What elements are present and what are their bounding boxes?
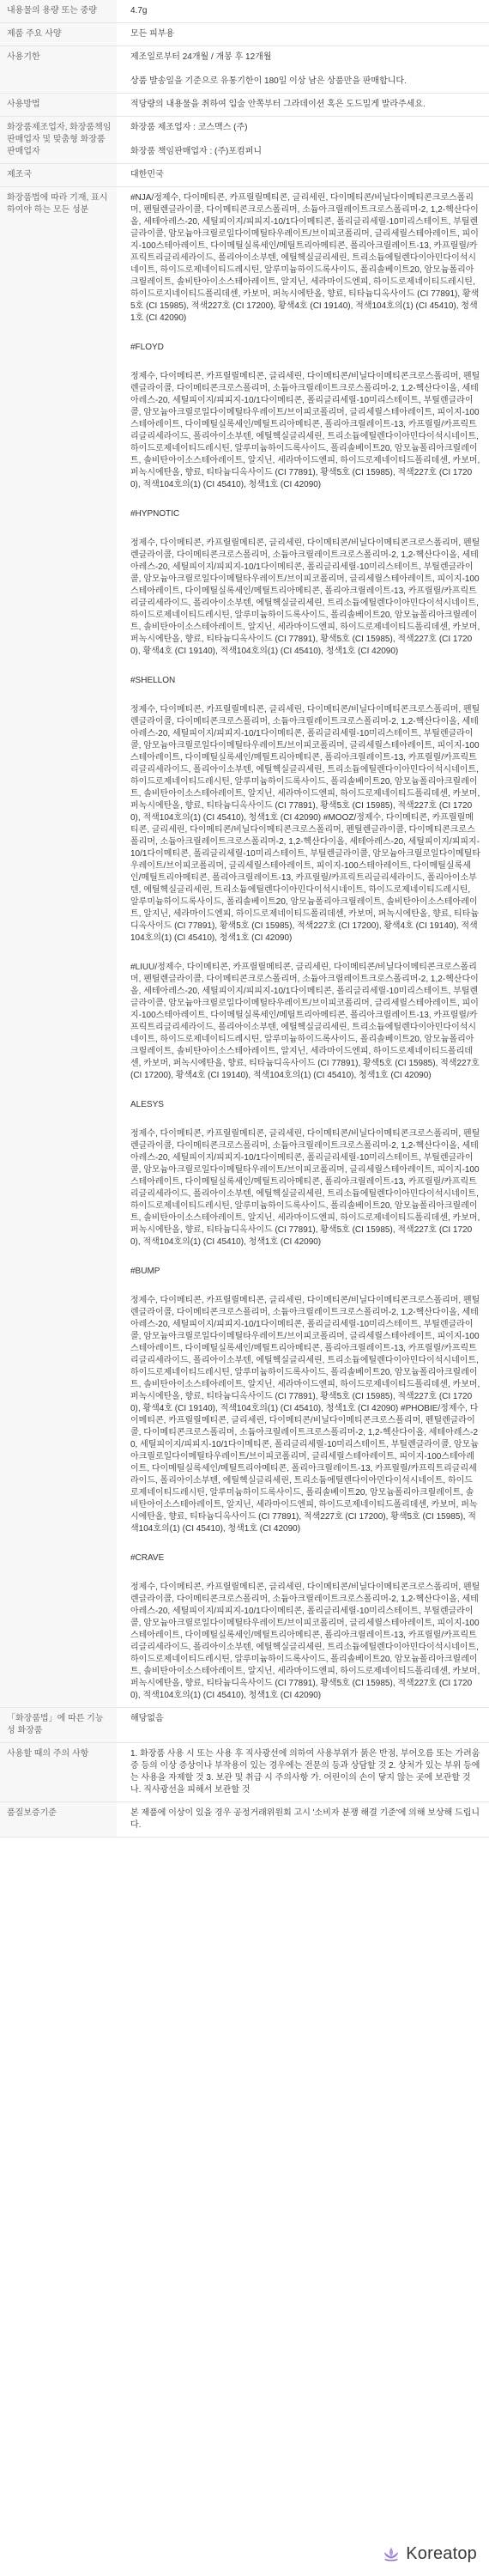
spacer <box>130 1249 480 1266</box>
row-label: 화장품법에 따라 기재, 표시하여야 하는 모든 성분 <box>0 187 117 1708</box>
spacer <box>130 1111 480 1128</box>
row-value: 대한민국 <box>117 164 489 187</box>
row-value: 화장품 제조업자 : 코스맥스 (주) 화장품 책임판매업자 : (주)포컴퍼니 <box>117 117 489 164</box>
spacer <box>130 354 480 371</box>
brand-name: Koreatop <box>406 2544 477 2563</box>
row-label: 내용물의 용량 또는 중량 <box>0 0 117 23</box>
ingredient-list: 정제수, 다이메티콘, 카프릴릴메티콘, 글리세린, 다이메티콘/비닐다이메티콘크로스폴리머, 펜틸렌글라이콜, 다이메티콘크로스폴리머, 소듐아크릴레이트크로스폴리머-2, 1,2-헥산다이올, 세테아레스-20, 세틸피이지/피피지-10/1다이메티콘, 폴리글리세릴-10미리스테이트, 부틸렌글라이콜, 암모늄아크릴로일다이메틸타우레이트/브이피코폴리머, 글리세릴스테아레이트, 피이지-100스테아레이트, 다이메틸실록세인/메틸트리아메티콘, 폴리아크릴레이트-13, 카프릴릴/카프릭트리글리세라이드, 폴리아이소부텐, 에틸헥실글리세린, 트리소듐에틸렌다이아민다이석시네이트, 하이드로제네이티드레시틴, 알루미늄하이드록사이드, 폴리솔베이트20, 암모늄폴리아크릴레이트, 솔비탄아이소스테아레이트, 알지닌, 세라마이드엔피, 하이드로제네이티드폴리데센, 카보머, 퍼녹시에탄올, 향료, 티타늄디옥사이드 (CI 77891), 황색5호 (CI 15985), 적색227호 (CI 17200), 황색4호 (CI 19140), 적색104호의(1) (CI 45410), 청색1호 (CI 42090) #PHOBIE/정제수, 다이메티콘, 카프릴릴메티콘, 글리세린, 다이메티콘/비닐다이메티콘크로스폴리머, 펜틸렌글라이콜, 다이메티콘크로스폴리머, 소듐아크릴레이트크로스폴리머-2, 1,2-헥산다이올, 세테아레스-20, 세틸피이지/피피지-10/1다이메티콘, 폴리글리세릴-10미리스테이트, 부틸렌글라이콜, 암모늄아크릴로일다이메틸타우레이트/브이피코폴리머, 글리세릴스테아레이트, 피이지-100스테아레이트, 다이메틸실록세인/메틸트리아메티콘, 폴리아크릴레이트-13, 카프릴릴/카프릭트리글리세라이드, 폴리아이소부텐, 에틸헥실글리세린, 트리소듐에틸렌다이아민다이석시네이트, 하이드로제네이티드레시틴, 알루미늄하이드록사이드, 폴리솔베이트20, 암모늄폴리아크릴레이트, 솔비탄아이소스테아레이트, 알지닌, 세라마이드엔피, 하이드로제네이티드폴리데센, 카보머, 퍼녹시에탄올, 향료, 티타늄디옥사이드 (CI 77891), 적색227호 (CI 17200), 황색5호 (CI 15985), 적색104호의(1) (CI 45410), 청색1호 (CI 42090) <box>130 1296 480 1534</box>
ingredient-list: 정제수, 다이메티콘, 카프릴릴메티콘, 글리세린, 다이메티콘/비닐다이메티콘크로스폴리머, 펜틸렌글라이콜, 다이메티콘크로스폴리머, 소듐아크릴레이트크로스폴리머-2, 1,2-헥산다이올, 세테아레스-20, 세틸피이지/피피지-10/1다이메티콘, 폴리글리세릴-10미리스테이트, 부틸렌글라이콜, 암모늄아크릴로일다이메틸타우레이트/브이피코폴리머, 글리세릴스테아레이트, 피이지-100스테아레이트, 다이메틸실록세인/메틸트리아메티콘, 폴리아크릴레이트-13, 카프릴릴/카프릭트리글리세라이드, 폴리아이소부텐, 에틸헥실글리세린, 트리소듐에틸렌다이아민다이석시네이트, 하이드로제네이티드레시틴, 알루미늄하이드록사이드, 폴리솔베이트20, 암모늄폴리아크릴레이트, 솔비탄아이소스테아레이트, 알지닌, 세라마이드엔피, 하이드로제네이티드폴리데센, 카보머, 퍼녹시에탄올, 향료, 티타늄디옥사이드 (CI 77891), 황색5호 (CI 15985), 적색227호 (CI 17200), 적색104호의(1) (CI 45410), 청색1호 (CI 42090) <box>130 372 480 489</box>
info-row <box>0 94 489 117</box>
info-row <box>0 1743 489 1802</box>
row-value: 적당량의 내용물을 취하여 입술 안쪽부터 그라데이션 혹은 도드밀게 발라주세요. <box>117 94 489 117</box>
shade-tag: #SHELLON <box>130 676 176 685</box>
ingredient-list: #LIUU/정제수, 다이메티콘, 카프릴릴메티콘, 글리세린, 다이메티콘/비닐다이메티콘크로스폴리머, 펜틸렌글라이콜, 다이메티콘크로스폴리머, 소듐아크릴레이트크로스폴리머-2, 1,2-헥산다이올, 세테아레스-20, 세틸피이지/피피지-10/1다이메티콘, 폴리글리세릴-10미리스테이트, 부틸렌글라이콜, 암모늄아크릴로일다이메틸타우레이트/브이피코폴리머, 글리세릴스테아레이트, 피이지-100스테아레이트, 다이메틸실록세인/메틸트리아메티콘, 폴리아크릴레이트-13, 카프릴릴/카프릭트리글리세라이드, 폴리아이소부텐, 에틸헥실글리세린, 트리소듐에틸렌다이아민다이석시네이트, 하이드로제네이티드레시틴, 알루미늄하이드록사이드, 폴리솔베이트20, 암모늄폴리아크릴레이트, 솔비탄아이소스테아레이트, 알지닌, 세라마이드엔피, 하이드로제네이티드폴리데센, 카보머, 퍼녹시에탄올, 향료, 티타늄디옥사이드 (CI 77891), 황색5호 (CI 15985), 적색227호 (CI 17200), 황색4호 (CI 19140), 적색104호의(1) (CI 45410), 청색1호 (CI 42090) <box>130 963 480 1080</box>
spacer <box>130 1278 480 1295</box>
row-value: 1. 화장품 사용 시 또는 사용 후 직사광선에 의하여 사용부위가 붉은 반점, 부어오름 또는 가려움증 등의 이상 증상이나 부작용이 있는 경우에는 전문의 등과 상담할 것 2. 상처가 있는 부위 등에는 사용을 자제할 것 3. 보관 및 취급 시 주의사항 가. 어린이의 손이 닿지 않는 곳에 보관할 것 나. 직사광선을 피해서 보관할 것 <box>117 1743 489 1802</box>
row-label: 「화장품법」에 따른 기능성 화장품 <box>0 1708 117 1743</box>
row-label: 제조국 <box>0 164 117 187</box>
row-label: 화장품제조업자, 화장품책임판매업자 및 맞춤형 화장품판매업자 <box>0 117 117 164</box>
info-row <box>0 164 489 187</box>
shade-tag: #HYPNOTIC <box>130 509 180 519</box>
ingredient-list: 정제수, 다이메티콘, 카프릴릴메티콘, 글리세린, 다이메티콘/비닐다이메티콘크로스폴리머, 펜틸렌글라이콜, 다이메티콘크로스폴리머, 소듐아크릴레이트크로스폴리머-2, 1,2-헥산다이올, 세테아레스-20, 세틸피이지/피피지-10/1다이메티콘, 폴리글리세릴-10미리스테이트, 부틸렌글라이콜, 암모늄아크릴로일다이메틸타우레이트/브이피코폴리머, 글리세릴스테아레이트, 피이지-100스테아레이트, 다이메틸실록세인/메틸트리아메티콘, 폴리아크릴레이트-13, 카프릴릴/카프릭트리글리세라이드, 폴리아이소부텐, 에틸헥실글리세린, 트리소듐에틸렌다이아민다이석시네이트, 하이드로제네이티드레시틴, 알루미늄하이드록사이드, 폴리솔베이트20, 암모늄폴리아크릴레이트, 솔비탄아이소스테아레이트, 알지닌, 세라마이드엔피, 하이드로제네이티드폴리데센, 카보머, 퍼녹시에탄올, 향료, 티타늄디옥사이드 (CI 77891), 황색5호 (CI 15985), 적색227호 (CI 17200), 적색104호의(1) (CI 45410), 청색1호 (CI 42090) <box>130 1129 480 1247</box>
info-row <box>0 117 489 164</box>
shade-tag: ALESYS <box>130 1100 164 1109</box>
spacer <box>130 491 480 508</box>
row-value: 제조일로부터 24개월 / 개봉 후 12개월 상품 발송일을 기준으로 유통기한이 180일 이상 남은 상품만을 판매합니다. <box>117 46 489 94</box>
ingredients-row <box>0 187 489 1708</box>
spacer <box>130 945 480 962</box>
shade-tag: #BUMP <box>130 1267 160 1276</box>
row-value: 본 제품에 이상이 있을 경우 공정거래위원회 고시 '소비자 분쟁 해결 기준'에 의해 보상해 드립니다. <box>117 1802 489 1838</box>
row-label: 사용기한 <box>0 46 117 94</box>
row-value: 해당없음 <box>117 1708 489 1743</box>
row-label: 제품 주요 사양 <box>0 23 117 46</box>
spacer <box>130 1564 480 1582</box>
info-row <box>0 0 489 23</box>
info-row <box>0 1708 489 1743</box>
info-row <box>0 46 489 94</box>
row-value: 4.7g <box>117 0 489 23</box>
info-row <box>0 23 489 46</box>
shade-tag: #CRAVE <box>130 1553 165 1563</box>
info-row <box>0 1802 489 1838</box>
lotus-icon <box>382 2545 401 2564</box>
row-label: 사용할 때의 주의 사항 <box>0 1743 117 1802</box>
ingredient-list: 정제수, 다이메티콘, 카프릴릴메티콘, 글리세린, 다이메티콘/비닐다이메티콘크로스폴리머, 펜틸렌글라이콜, 다이메티콘크로스폴리머, 소듐아크릴레이트크로스폴리머-2, 1,2-헥산다이올, 세테아레스-20, 세틸피이지/피피지-10/1다이메티콘, 폴리글리세릴-10미리스테이트, 부틸렌글라이콜, 암모늄아크릴로일다이메틸타우레이트/브이피코폴리머, 글리세릴스테아레이트, 피이지-100스테아레이트, 다이메틸실록세인/메틸트리아메티콘, 폴리아크릴레이트-13, 카프릴릴/카프릭트리글리세라이드, 폴리아이소부텐, 에틸헥실글리세린, 트리소듐에틸렌다이아민다이석시네이트, 하이드로제네이티드레시틴, 알루미늄하이드록사이드, 폴리솔베이트20, 암모늄폴리아크릴레이트, 솔비탄아이소스테아레이트, 알지닌, 세라마이드엔피, 하이드로제네이티드폴리데센, 카보머, 퍼녹시에탄올, 향료, 티타늄디옥사이드 (CI 77891), 황색5호 (CI 15985), 적색227호 (CI 17200), 적색104호의(1) (CI 45410), 청색1호 (CI 42090) <box>130 1583 480 1700</box>
ingredient-list: 정제수, 다이메티콘, 카프릴릴메티콘, 글리세린, 다이메티콘/비닐다이메티콘크로스폴리머, 펜틸렌글라이콜, 다이메티콘크로스폴리머, 소듐아크릴레이트크로스폴리머-2, 1,2-헥산다이올, 세테아레스-20, 세틸피이지/피피지-10/1다이메티콘, 폴리글리세릴-10미리스테이트, 부틸렌글라이콜, 암모늄아크릴로일다이메틸타우레이트/브이피코폴리머, 글리세릴스테아레이트, 피이지-100스테아레이트, 다이메틸실록세인/메틸트리아메티콘, 폴리아크릴레이트-13, 카프릴릴/카프릭트리글리세라이드, 폴리아이소부텐, 에틸헥실글리세린, 트리소듐에틸렌다이아민다이석시네이트, 하이드로제네이티드레시틴, 알루미늄하이드록사이드, 폴리솔베이트20, 암모늄폴리아크릴레이트, 솔비탄아이소스테아레이트, 알지닌, 세라마이드엔피, 하이드로제네이티드폴리데센, 카보머, 퍼녹시에탄올, 향료, 티타늄디옥사이드 (CI 77891), 황색5호 (CI 15985), 적색227호 (CI 17200), 황색4호 (CI 19140), 적색104호의(1) (CI 45410), 청색1호 (CI 42090) <box>130 538 480 656</box>
shade-tag: #FLOYD <box>130 343 164 352</box>
brand-logo <box>382 2544 477 2564</box>
spacer <box>130 1082 480 1099</box>
row-label: 사용방법 <box>0 94 117 117</box>
row-value <box>117 187 489 1708</box>
row-label: 품질보증기준 <box>0 1802 117 1838</box>
spacer <box>130 520 480 538</box>
row-value: 모든 피부용 <box>117 23 489 46</box>
spacer <box>130 325 480 342</box>
spacer <box>130 1535 480 1552</box>
ingredient-list: 정제수, 다이메티콘, 카프릴릴메티콘, 글리세린, 다이메티콘/비닐다이메티콘크로스폴리머, 펜틸렌글라이콜, 다이메티콘크로스폴리머, 소듐아크릴레이트크로스폴리머-2, 1,2-헥산다이올, 세테아레스-20, 세틸피이지/피피지-10/1다이메티콘, 폴리글리세릴-10미리스테이트, 부틸렌글라이콜, 암모늄아크릴로일다이메틸타우레이트/브이피코폴리머, 글리세릴스테아레이트, 피이지-100스테아레이트, 다이메틸실록세인/메틸트리아메티콘, 폴리아크릴레이트-13, 카프릴릴/카프릭트리글리세라이드, 폴리아이소부텐, 에틸헥실글리세린, 트리소듐에틸렌다이아민다이석시네이트, 하이드로제네이티드레시틴, 알루미늄하이드록사이드, 폴리솔베이트20, 암모늄폴리아크릴레이트, 솔비탄아이소스테아레이트, 알지닌, 세라마이드엔피, 하이드로제네이티드폴리데센, 카보머, 퍼녹시에탄올, 향료, 티타늄디옥사이드 (CI 77891), 황색5호 (CI 15985), 적색227호 (CI 17200), 적색104호의(1) (CI 45410), 청색1호 (CI 42090) #MOOZ/정제수, 다이메티콘, 카프릴릴메티콘, 글리세린, 다이메티콘/비닐다이메티콘크로스폴리머, 펜틸렌글라이콜, 다이메티콘크로스폴리머, 소듐아크릴레이트크로스폴리머-2, 1,2-헥산다이올, 세테아레스-20, 세틸피이지/피피지-10/1다이메티콘, 폴리글리세릴-10미리스테이트, 부틸렌글라이콜, 암모늄아크릴로일다이메틸타우레이트/브이피코폴리머, 글리세릴스테아레이트, 피이지-100스테아레이트, 다이메틸실록세인/메틸트리아메티콘, 폴리아크릴레이트-13, 카프릴릴/카프릭트리글리세라이드, 폴리아이소부텐, 에틸헥실글리세린, 트리소듐에틸렌다이아민다이석시네이트, 하이드로제네이티드레시틴, 알루미늄하이드록사이드, 폴리솔베이트20, 암모늄폴리아크릴레이트, 솔비탄아이소스테아레이트, 알지닌, 세라마이드엔피, 하이드로제네이티드폴리데센, 카보머, 퍼녹시에탄올, 향료, 티타늄디옥사이드 (CI 77891), 황색5호 (CI 15985), 적색227호 (CI 17200), 황색4호 (CI 19140), 적색104호의(1) (CI 45410), 청색1호 (CI 42090) <box>130 705 481 943</box>
spacer <box>130 658 480 675</box>
spacer <box>130 687 480 704</box>
ingredient-list: #NJA/정제수, 다이메티콘, 카프릴릴메티콘, 글리세린, 다이메티콘/비닐다이메티콘크로스폴리머, 펜틸렌글라이콜, 다이메티콘크로스폴리머, 소듐아크릴레이트크로스폴리머-2, 1,2-헥산다이올, 세테아레스-20, 세틸피이지/피피지-10/1다이메티콘, 폴리글리세릴-10미리스테이트, 부틸렌글라이콜, 암모늄아크릴로일다이메틸타우레이트/브이피코폴리머, 글리세릴스테아레이트, 피이지-100스테아레이트, 다이메틸실록세인/메틸트리아메티콘, 폴리아크릴레이트-13, 카프릴릴/카프릭트리글리세라이드, 폴리아이소부텐, 에틸헥실글리세린, 트리소듐에틸렌다이아민다이석시네이트, 하이드로제네이티드레시틴, 알루미늄하이드록사이드, 폴리솔베이트20, 암모늄폴리아크릴레이트, 솔비탄아이소스테아레이트, 알지닌, 세라마이드엔피, 하이드로제네이티드레시틴, 하이드로지네이티드폴리데센, 카보머, 퍼녹시에탄올, 향료, 티타늄디옥사이드 (CI 77891), 황색5호 (CI 15985), 적색227호 (CI 17200), 황색4호 (CI 19140), 적색104호의(1) (CI 45410), 청색1호 (CI 42090) <box>130 193 480 323</box>
